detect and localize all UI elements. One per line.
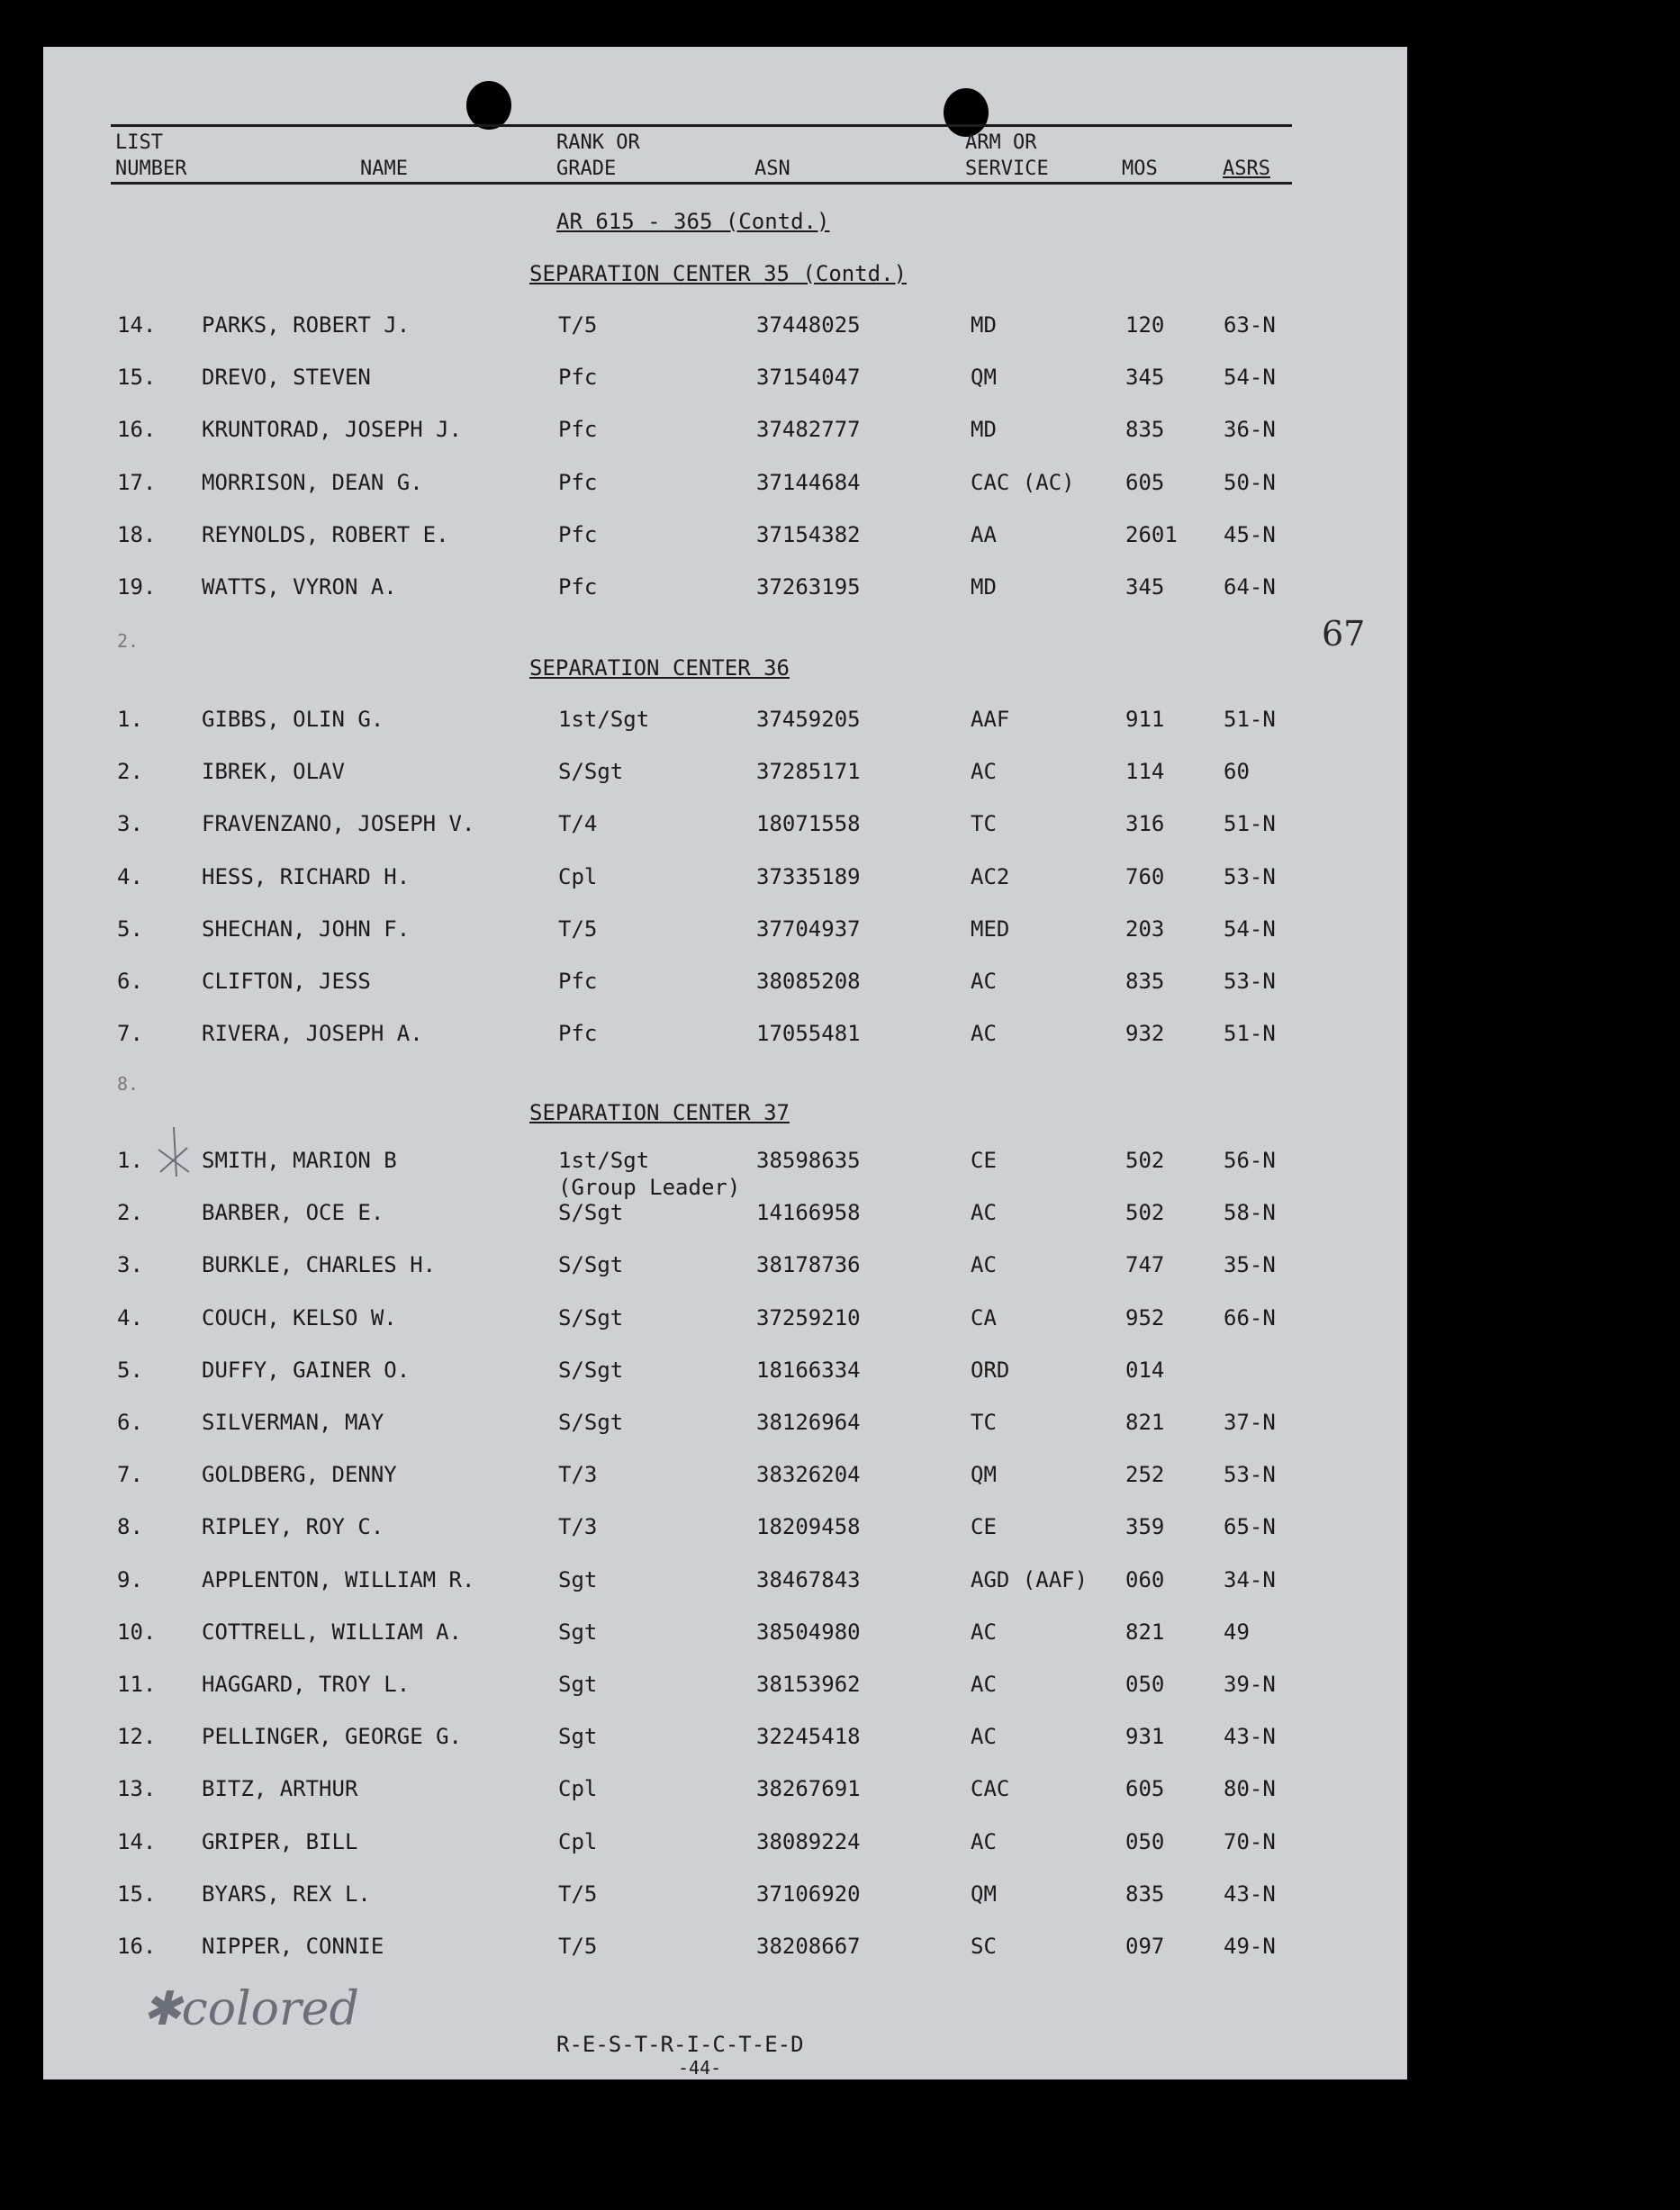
document-page [43,47,1407,2079]
cell-n: 19. [117,574,157,600]
cell-rank: Cpl [558,863,598,889]
table-row [43,1020,1407,1072]
table-row [43,1304,1407,1357]
table-row [43,1723,1407,1775]
cell-mos: 203 [1125,916,1165,942]
table-row [43,1828,1407,1881]
cell-n: 5. [117,1357,143,1383]
cell-mos: 120 [1125,312,1165,338]
cell-asrs: 63-N [1224,312,1276,338]
cell-arm: CA [971,1304,997,1331]
cell-asn: 37285171 [756,759,861,785]
cell-n: 2. [117,1200,143,1226]
cell-n: 15. [117,1881,157,1907]
cell-rank: Sgt [558,1566,598,1592]
cell-mos: 952 [1125,1304,1165,1331]
punch-hole-left [466,81,511,130]
cell-name: PARKS, ROBERT J. [202,312,411,338]
cell-asn: 38267691 [756,1776,861,1802]
cell-rank: T/3 [558,1514,598,1540]
cell-mos: 060 [1125,1566,1165,1592]
cell-arm: CAC (AC) [971,469,1075,495]
cell-asn: 38089224 [756,1828,861,1854]
cell-rank: Pfc [558,1021,598,1047]
cell-mos: 911 [1125,707,1165,732]
cell-asrs: 60 [1224,759,1250,785]
cell-n: 10. [117,1619,157,1645]
cell-asn: 37448025 [756,312,861,338]
table-row [43,1933,1407,1985]
cell-arm: AC [971,1619,997,1645]
header-mos: MOS [1122,158,1158,180]
cell-asrs: 70-N [1224,1828,1276,1854]
table-row [43,1775,1407,1827]
cell-mos: 835 [1125,1881,1165,1907]
cell-n: 11. [117,1672,157,1697]
cell-rank: Pfc [558,521,598,547]
cell-n: 3. [117,1252,143,1278]
cell-name: SMITH, MARION B [202,1148,397,1173]
cell-asrs: 54-N [1224,916,1276,942]
cell-mos: 114 [1125,759,1165,785]
cell-mos: 747 [1125,1252,1165,1278]
cell-name: DUFFY, GAINER O. [202,1357,411,1383]
cell-name: KRUNTORAD, JOSEPH J. [202,417,462,443]
cell-asn: 37459205 [756,707,861,732]
cell-rank: Pfc [558,365,598,391]
cell-arm: AC [971,1200,997,1226]
header-name: NAME [360,158,408,180]
cell-rank: S/Sgt [558,1304,624,1331]
stray-mark: 2. [117,630,140,652]
cell-mos: 252 [1125,1462,1165,1488]
cell-rank: S/Sgt [558,1410,624,1435]
handwritten-note [142,1982,359,2036]
cell-asrs: 43-N [1224,1881,1276,1907]
cell-asrs: 56-N [1224,1148,1276,1173]
cell-arm: AAF [971,707,1010,732]
header-top-rule [111,124,1292,127]
cell-rank: Cpl [558,1776,598,1802]
table-row [43,863,1407,916]
cell-asrs: 43-N [1224,1724,1276,1750]
table-row [43,1199,1407,1251]
cell-name: HESS, RICHARD H. [202,863,411,889]
page-footer-number: -44- [678,2057,722,2079]
cell-rank: T/5 [558,312,598,338]
cell-mos: 931 [1125,1724,1165,1750]
cell-mos: 050 [1125,1828,1165,1854]
cell-arm: AC [971,1672,997,1697]
cell-asn: 37263195 [756,574,861,600]
table-row [43,521,1407,573]
cell-asn: 37259210 [756,1304,861,1331]
table-row [43,364,1407,416]
cell-arm: AC2 [971,863,1010,889]
cell-arm: AC [971,969,997,994]
cell-asn: 37144684 [756,469,861,495]
star-mark-icon [151,1123,196,1186]
cell-name: SHECHAN, JOHN F. [202,916,411,942]
header-asrs: ASRS [1223,158,1270,180]
cell-arm: CE [971,1148,997,1173]
cell-rank: S/Sgt [558,759,624,785]
table-row [43,1357,1407,1409]
cell-rank: 1st/Sgt [558,707,650,732]
cell-rank: Cpl [558,1828,598,1854]
cell-arm: AC [971,1724,997,1750]
cell-mos: 821 [1125,1410,1165,1435]
cell-mos: 605 [1125,469,1165,495]
cell-name: GRIPER, BILL [202,1828,358,1854]
cell-asrs: 45-N [1224,521,1276,547]
header-bottom-rule [111,182,1292,185]
star-note-icon: ✱ [142,1982,182,2036]
cell-rank: T/3 [558,1462,598,1488]
cell-mos: 345 [1125,365,1165,391]
cell-name: COTTRELL, WILLIAM A. [202,1619,462,1645]
cell-rank: S/Sgt [558,1357,624,1383]
cell-mos: 502 [1125,1200,1165,1226]
table-row [43,1461,1407,1513]
cell-arm: QM [971,1462,997,1488]
header-asn: ASN [754,158,790,180]
table-row [43,1566,1407,1619]
section-title: SEPARATION CENTER 36 [529,655,790,681]
cell-name: DREVO, STEVEN [202,365,371,391]
cell-asn: 37154047 [756,365,861,391]
table-row [43,1671,1407,1723]
cell-rank: S/Sgt [558,1200,624,1226]
cell-rank: T/5 [558,916,598,942]
cell-asn: 38153962 [756,1672,861,1697]
cell-arm: AC [971,1828,997,1854]
cell-asrs: 51-N [1224,1021,1276,1047]
cell-asrs: 53-N [1224,1462,1276,1488]
cell-n: 14. [117,1828,157,1854]
cell-asrs: 53-N [1224,969,1276,994]
cell-mos: 932 [1125,1021,1165,1047]
cell-asn: 32245418 [756,1724,861,1750]
cell-asrs: 39-N [1224,1672,1276,1697]
table-row [43,810,1407,862]
cell-name: BITZ, ARTHUR [202,1776,358,1802]
cell-asrs: 34-N [1224,1566,1276,1592]
cell-name: CLIFTON, JESS [202,969,371,994]
cell-name: MORRISON, DEAN G. [202,469,423,495]
cell-n: 13. [117,1776,157,1802]
cell-arm: TC [971,1410,997,1435]
cell-mos: 2601 [1125,521,1178,547]
cell-asn: 38208667 [756,1934,861,1959]
cell-rank: Pfc [558,469,598,495]
cell-name: WATTS, VYRON A. [202,574,397,600]
cell-asrs: 58-N [1224,1200,1276,1226]
cell-name: BARBER, OCE E. [202,1200,384,1226]
cell-asn: 17055481 [756,1021,861,1047]
cell-asn: 38504980 [756,1619,861,1645]
cell-n: 4. [117,1304,143,1331]
cell-mos: 835 [1125,969,1165,994]
cell-asrs: 49-N [1224,1934,1276,1959]
cell-asn: 14166958 [756,1200,861,1226]
cell-n: 12. [117,1724,157,1750]
table-row [43,1513,1407,1565]
cell-mos: 050 [1125,1672,1165,1697]
table-row [43,416,1407,468]
cell-mos: 014 [1125,1357,1165,1383]
cell-mos: 097 [1125,1934,1165,1959]
cell-asrs: 51-N [1224,811,1276,837]
cell-name: RIPLEY, ROY C. [202,1514,384,1540]
cell-arm: AGD (AAF) [971,1566,1088,1592]
cell-arm: AC [971,1021,997,1047]
cell-mos: 835 [1125,417,1165,443]
cell-rank: Pfc [558,969,598,994]
cell-asn: 37482777 [756,417,861,443]
cell-n: 5. [117,916,143,942]
cell-rank: 1st/Sgt (Group Leader) [558,1148,741,1200]
cell-asrs: 65-N [1224,1514,1276,1540]
cell-n: 1. [117,707,143,732]
cell-n: 18. [117,521,157,547]
cell-arm: MD [971,312,997,338]
regulation-heading: AR 615 - 365 (Contd.) [556,209,830,234]
cell-arm: CAC [971,1776,1010,1802]
cell-name: BYARS, REX L. [202,1881,371,1907]
header-list-number: LIST NUMBER [115,131,187,180]
cell-mos: 345 [1125,574,1165,600]
cell-asrs: 49 [1224,1619,1250,1645]
cell-rank: T/5 [558,1934,598,1959]
cell-rank: Sgt [558,1724,598,1750]
cell-rank: Sgt [558,1619,598,1645]
cell-name: HAGGARD, TROY L. [202,1672,411,1697]
cell-n: 17. [117,469,157,495]
cell-n: 7. [117,1462,143,1488]
table-row [43,573,1407,626]
header-arm: ARM OR SERVICE [965,131,1049,180]
cell-name: GOLDBERG, DENNY [202,1462,397,1488]
cell-asn: 38326204 [756,1462,861,1488]
page-number-handwritten: 67 [1322,614,1366,654]
cell-arm: SC [971,1934,997,1959]
cell-rank: Sgt [558,1672,598,1697]
cell-name: REYNOLDS, ROBERT E. [202,521,449,547]
cell-asn: 37704937 [756,916,861,942]
cell-n: 15. [117,365,157,391]
cell-rank: Pfc [558,417,598,443]
cell-rank: S/Sgt [558,1252,624,1278]
cell-asn: 37106920 [756,1881,861,1907]
cell-n: 14. [117,312,157,338]
cell-asn: 18166334 [756,1357,861,1383]
header-rank: RANK OR GRADE [556,131,640,180]
cell-rank: T/4 [558,811,598,837]
cell-arm: AC [971,759,997,785]
section-title: SEPARATION CENTER 35 (Contd.) [529,261,908,286]
table-row [43,1147,1407,1199]
cell-name: FRAVENZANO, JOSEPH V. [202,811,475,837]
cell-mos: 760 [1125,863,1165,889]
table-row [43,311,1407,364]
cell-n: 16. [117,1934,157,1959]
cell-name: SILVERMAN, MAY [202,1410,384,1435]
cell-asrs: 64-N [1224,574,1276,600]
table-row [43,469,1407,521]
cell-asrs: 66-N [1224,1304,1276,1331]
cell-arm: QM [971,1881,997,1907]
table-row [43,968,1407,1020]
cell-arm: MD [971,417,997,443]
cell-n: 3. [117,811,143,837]
cell-mos: 502 [1125,1148,1165,1173]
cell-n: 9. [117,1566,143,1592]
cell-asn: 18071558 [756,811,861,837]
cell-asrs: 37-N [1224,1410,1276,1435]
cell-asn: 37335189 [756,863,861,889]
cell-n: 4. [117,863,143,889]
cell-arm: TC [971,811,997,837]
cell-asrs: 35-N [1224,1252,1276,1278]
table-row [43,706,1407,758]
cell-asrs: 80-N [1224,1776,1276,1802]
cell-arm: AA [971,521,997,547]
cell-rank: Pfc [558,574,598,600]
cell-asn: 38085208 [756,969,861,994]
cell-asrs: 36-N [1224,417,1276,443]
cell-asn: 38467843 [756,1566,861,1592]
cell-asn: 37154382 [756,521,861,547]
cell-arm: ORD [971,1357,1010,1383]
cell-arm: MD [971,574,997,600]
cell-asn: 38126964 [756,1410,861,1435]
table-row [43,758,1407,810]
cell-arm: MED [971,916,1010,942]
cell-asrs: 50-N [1224,469,1276,495]
cell-n: 6. [117,969,143,994]
cell-n: 6. [117,1410,143,1435]
cell-n: 8. [117,1514,143,1540]
cell-arm: AC [971,1252,997,1278]
cell-asrs: 53-N [1224,863,1276,889]
cell-name: BURKLE, CHARLES H. [202,1252,437,1278]
table-row [43,1619,1407,1671]
cell-asn: 18209458 [756,1514,861,1540]
cell-n: 1. [117,1148,143,1173]
cell-mos: 605 [1125,1776,1165,1802]
cell-name: COUCH, KELSO W. [202,1304,397,1331]
cell-mos: 316 [1125,811,1165,837]
cell-n: 7. [117,1021,143,1047]
section-title: SEPARATION CENTER 37 [529,1100,790,1125]
stray-mark: 8. [117,1073,140,1095]
cell-name: APPLENTON, WILLIAM R. [202,1566,475,1592]
cell-arm: QM [971,365,997,391]
cell-name: NIPPER, CONNIE [202,1934,384,1959]
table-row [43,1409,1407,1461]
cell-name: PELLINGER, GEORGE G. [202,1724,462,1750]
cell-rank: T/5 [558,1881,598,1907]
cell-asrs: 54-N [1224,365,1276,391]
cell-name: IBREK, OLAV [202,759,345,785]
cell-asrs: 51-N [1224,707,1276,732]
cell-mos: 359 [1125,1514,1165,1540]
cell-name: GIBBS, OLIN G. [202,707,384,732]
cell-arm: CE [971,1514,997,1540]
cell-n: 16. [117,417,157,443]
cell-asn: 38178736 [756,1252,861,1278]
cell-asn: 38598635 [756,1148,861,1173]
cell-name: RIVERA, JOSEPH A. [202,1021,423,1047]
table-row [43,916,1407,968]
restricted-footer: R-E-S-T-R-I-C-T-E-D [556,2032,804,2057]
handwritten-note-text: colored [181,1982,359,2036]
table-row [43,1881,1407,1933]
cell-n: 2. [117,759,143,785]
table-row [43,1251,1407,1303]
cell-mos: 821 [1125,1619,1165,1645]
